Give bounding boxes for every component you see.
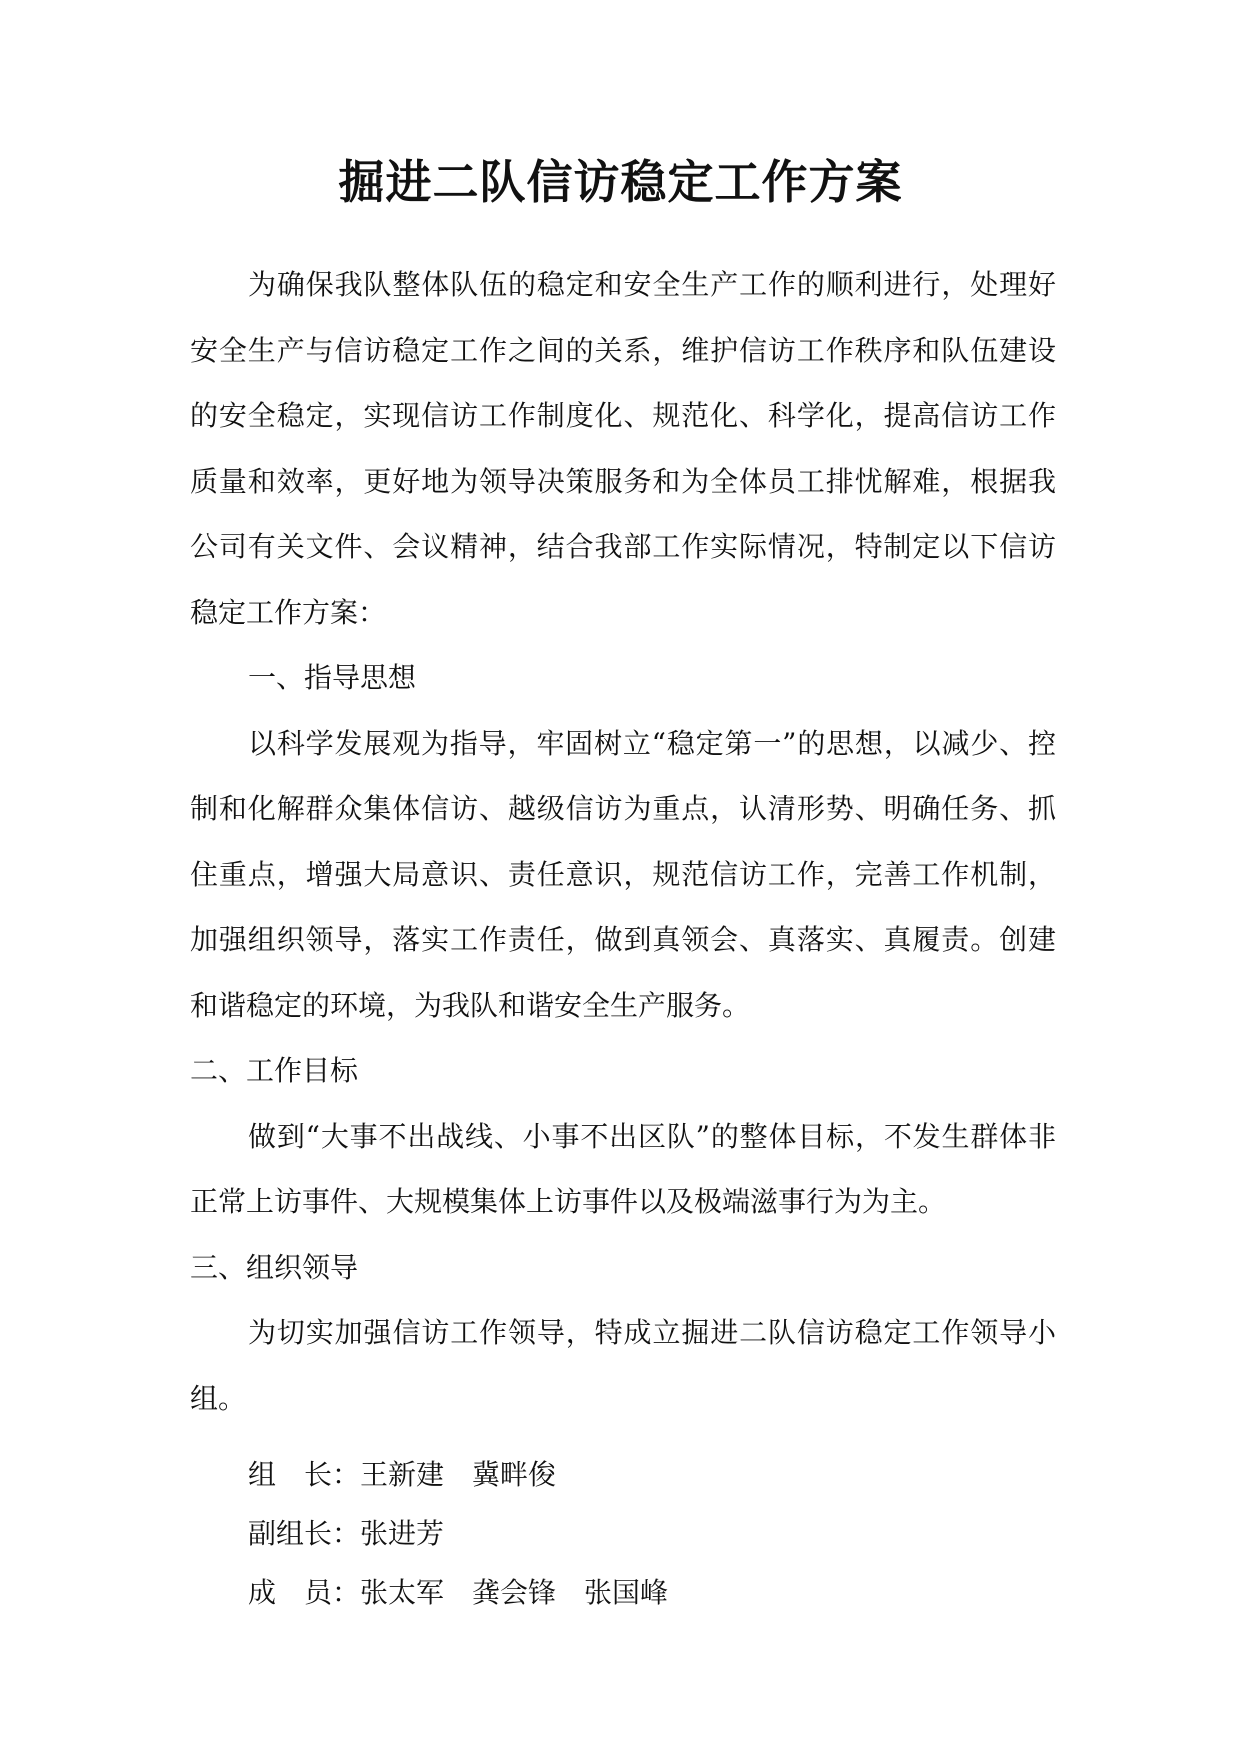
section3-heading: 三、组织领导 [190, 1250, 359, 1284]
group-leader-line: 组 长：王新建 冀畔俊 [248, 1458, 557, 1491]
deputy-leader-line: 副组长：张进芳 [248, 1517, 445, 1550]
section3-body: 为切实加强信访工作领导，特成立掘进二队信访稳定工作领导小组。 [190, 1316, 1056, 1415]
section1-heading: 一、指导思想 [248, 661, 417, 694]
section2-body: 做到“大事不出战线、小事不出区队”的整体目标，不发生群体非正常上访事件、大规模集体上访事件以及极端滋事行为为主。 [190, 1119, 1056, 1218]
document-body [190, 252, 1056, 1622]
spacer [190, 1431, 1056, 1445]
members-line: 成 员：张太军 龚会锋 张国峰 [248, 1576, 669, 1609]
intro-paragraph: 为确保我队整体队伍的稳定和安全生产工作的顺利进行，处理好安全生产与信访稳定工作之间的关系，维护信访工作秩序和队伍建设的安全稳定，实现信访工作制度化、规范化、科学化，提高信访工作质量和效率，更好地为领导决策服务和为全体员工排忧解难，根据我公司有关文件、会议精神，结合我部工作实际情况，特制定以下信访稳定工作方案： [190, 268, 1056, 629]
document-title: 掘进二队信访稳定工作方案 [338, 155, 903, 209]
section1-body: 以科学发展观为指导，牢固树立“稳定第一”的思想，以减少、控制和化解群众集体信访、越级信访为重点，认清形势、明确任务、抓住重点，增强大局意识、责任意识，规范信访工作，完善工作机制，加强组织领导，落实工作责任，做到真领会、真落实、真履责。创建和谐稳定的环境，为我队和谐安全生产服务。 [190, 726, 1056, 1022]
section2-heading: 二、工作目标 [190, 1054, 359, 1087]
